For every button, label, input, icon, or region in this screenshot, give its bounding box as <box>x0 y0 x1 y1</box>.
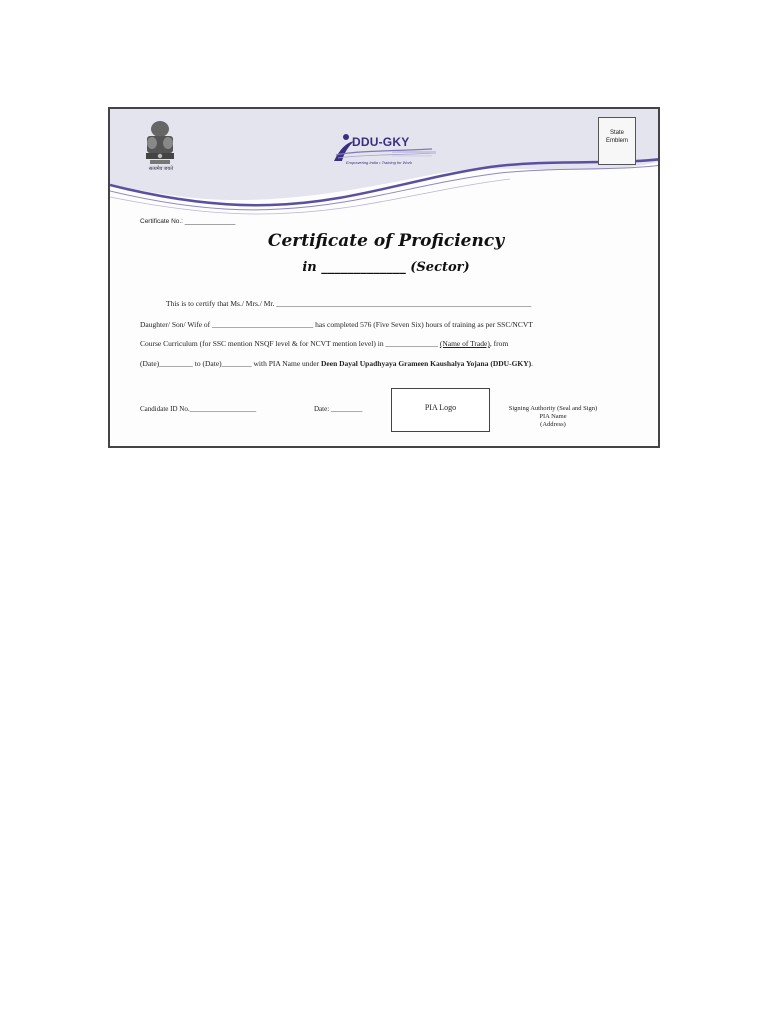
relation-line: Daughter/ Son/ Wife of ___________________________ has completed 576 (Five Seven Six) hours of training as per SSC/NCVT <box>140 320 533 329</box>
pia-logo-box: PIA Logo <box>391 388 490 432</box>
certificate-sector-subtitle: in _____________ (Sector) <box>302 260 470 275</box>
curriculum-line <box>140 339 508 348</box>
ddu-gky-tagline: Empowering India • Training for Work <box>346 160 413 165</box>
pia-name-label: PIA Name <box>539 413 567 420</box>
candidate-id-field: Candidate ID No.___________________ <box>140 405 257 413</box>
certificate <box>108 107 660 448</box>
certificate-number: Certificate No.: ______________ <box>140 218 236 225</box>
trade-name-label: (Name of Trade) <box>439 339 490 348</box>
date-range-text: (Date)_________ to (Date)________ with PIA Name under <box>140 359 322 368</box>
curriculum-suffix: , from <box>489 339 509 348</box>
date-range-suffix: . <box>531 359 534 368</box>
certificate-title: Certificate of Proficiency <box>267 231 505 251</box>
date-field: Date: _________ <box>314 405 363 413</box>
emblem-caption: सत्यमेव जयते <box>148 167 174 172</box>
curriculum-text: Course Curriculum (for SSC mention NSQF level & for NCVT mention level) in ______________ <box>140 339 440 348</box>
ddu-gky-logo <box>332 129 452 169</box>
ddu-gky-wordmark: DDU-GKY <box>352 135 410 149</box>
signing-authority-label: Signing Authority (Seal and Sign) <box>508 405 598 412</box>
certify-line: This is to certify that Ms./ Mrs./ Mr. ____________________________________________________________________ <box>166 299 532 308</box>
address-label: (Address) <box>540 421 566 428</box>
signing-authority-block <box>494 405 612 429</box>
scheme-name: Deen Dayal Upadhyaya Grameen Kaushalya Yojana (DDU-GKY) <box>321 359 532 368</box>
state-emblem-box: State Emblem <box>598 117 636 165</box>
date-range-line <box>140 359 533 368</box>
